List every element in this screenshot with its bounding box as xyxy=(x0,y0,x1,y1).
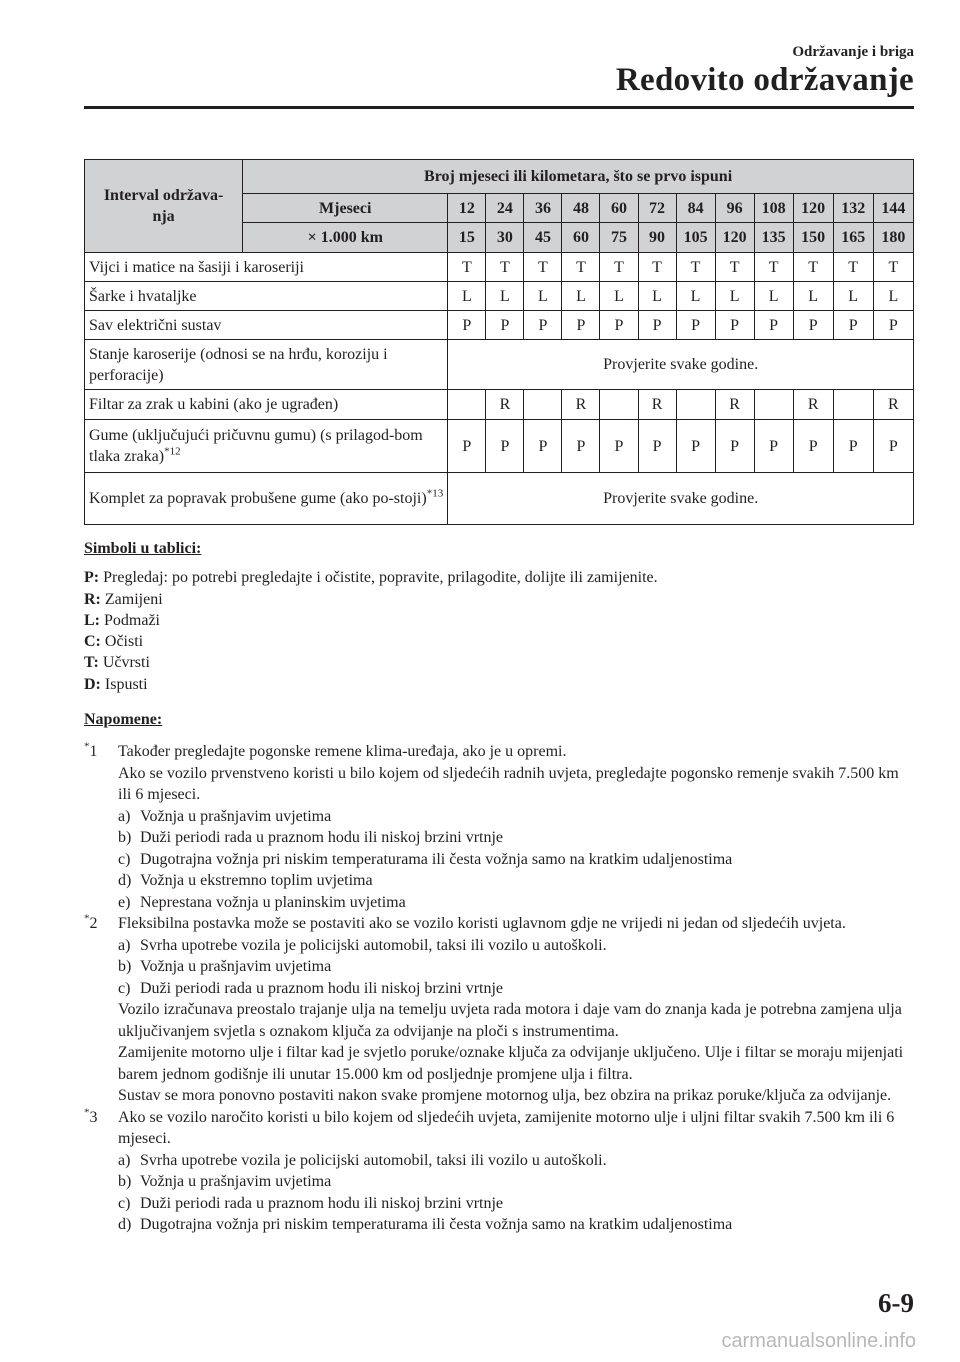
table-cell: R xyxy=(793,390,833,420)
legend-text: Ispusti xyxy=(104,675,148,693)
table-cell: L xyxy=(873,282,913,311)
footnote-number xyxy=(84,741,98,763)
table-cell: R xyxy=(562,390,600,420)
table-cell: T xyxy=(448,253,486,282)
item-letter: b) xyxy=(118,829,132,846)
month-cell: 72 xyxy=(638,194,676,223)
footnote-mark: * xyxy=(84,1106,90,1119)
footnote-digit: 2 xyxy=(89,915,98,932)
item-text: Vožnja u prašnjavim uvjetima xyxy=(140,1173,332,1190)
maintenance-schedule-table xyxy=(84,159,914,525)
page-number: 6-9 xyxy=(878,1288,914,1318)
legend-key: T: xyxy=(84,654,99,672)
km-cell: 120 xyxy=(715,223,754,253)
km-cell: 135 xyxy=(754,223,793,253)
legend-key: D: xyxy=(84,675,101,693)
table-cell: P xyxy=(833,311,873,340)
table-row xyxy=(85,282,914,311)
item-letter: a) xyxy=(118,1151,131,1169)
note-paragraph: Također pregledajte pogonske remene klima-uređaja, ako je u opremi. xyxy=(118,743,567,760)
table-cell: T xyxy=(793,253,833,282)
item-letter: e) xyxy=(118,893,131,911)
item-letter: b) xyxy=(118,1173,132,1190)
table-cell: P xyxy=(486,311,524,340)
table-cell: L xyxy=(486,282,524,311)
month-cell: 96 xyxy=(715,194,754,223)
table-cell: T xyxy=(676,253,715,282)
table-cell: L xyxy=(600,282,638,311)
table-cell: T xyxy=(562,253,600,282)
table-cell xyxy=(676,390,715,420)
table-cell: T xyxy=(754,253,793,282)
table-cell: P xyxy=(833,420,873,473)
item-letter: c) xyxy=(118,1194,131,1212)
km-cell: 60 xyxy=(562,223,600,253)
notes-title: Napomene: xyxy=(84,711,163,728)
table-cell: T xyxy=(833,253,873,282)
table-row xyxy=(85,340,914,390)
row-label: Vijci i matice na šasiji i karoseriji xyxy=(85,253,448,282)
footnote-ref: *12 xyxy=(164,445,181,458)
km-cell: 150 xyxy=(793,223,833,253)
header-rule xyxy=(84,106,914,109)
table-cell: P xyxy=(793,311,833,340)
item-text: Duži periodi rada u praznom hodu ili niskoj brzini vrtnje xyxy=(140,979,504,997)
table-cell: P xyxy=(448,420,486,473)
item-text: Vožnja u prašnjavim uvjetima xyxy=(140,807,332,825)
table-cell: T xyxy=(486,253,524,282)
note-paragraph: Ako se vozilo naročito koristi u bilo kojem od sljedećih uvjeta, zamijenite motorno ulje i uljni filtar svakih 7.500 km ili 6 mjeseci. xyxy=(118,1108,895,1147)
note-list-item xyxy=(118,1150,914,1172)
table-cell: T xyxy=(638,253,676,282)
table-cell: P xyxy=(524,311,562,340)
table-note-cell: Provjerite svake godine. xyxy=(448,340,914,390)
footnote-3 xyxy=(84,1107,914,1236)
km-cell: 180 xyxy=(873,223,913,253)
section-header: Održavanje i briga xyxy=(792,44,914,60)
table-cell: P xyxy=(600,311,638,340)
table-cell: P xyxy=(793,420,833,473)
item-letter: a) xyxy=(118,936,131,954)
legend-item xyxy=(84,567,658,588)
item-text: Dugotrajna vožnja pri niskim temperaturama ili česta vožnja samo na kratkim udaljenostima xyxy=(140,850,733,868)
item-letter: c) xyxy=(118,850,131,868)
footnote-mark: * xyxy=(84,912,90,925)
table-cell: P xyxy=(600,420,638,473)
km-cell: 30 xyxy=(486,223,524,253)
legend-text: Učvrsti xyxy=(102,654,150,672)
table-cell: P xyxy=(676,420,715,473)
legend-item xyxy=(84,631,658,652)
item-text: Dugotrajna vožnja pri niskim temperaturama ili česta vožnja samo na kratkim udaljenostima xyxy=(140,1216,733,1233)
legend-item xyxy=(84,589,658,610)
table-note-cell: Provjerite svake godine. xyxy=(448,473,914,525)
month-cell: 12 xyxy=(448,194,486,223)
footnote-ref: *13 xyxy=(426,487,444,500)
table-cell: P xyxy=(754,311,793,340)
row-label: Filtar za zrak u kabini (ako je ugrađen) xyxy=(85,390,448,420)
month-cell: 84 xyxy=(676,194,715,223)
note-list-item xyxy=(118,870,914,892)
legend-text: Podmaži xyxy=(104,611,160,629)
symbols-legend xyxy=(84,538,658,695)
footnote-number xyxy=(84,913,98,935)
row-label: Šarke i hvataljke xyxy=(85,282,448,311)
note-list-item xyxy=(118,892,914,914)
month-cell: 108 xyxy=(754,194,793,223)
table-row xyxy=(85,390,914,420)
note-list-item xyxy=(118,827,914,849)
footnote-mark: * xyxy=(84,740,90,753)
km-cell: 15 xyxy=(448,223,486,253)
item-letter: b) xyxy=(118,958,132,975)
item-letter: d) xyxy=(118,872,132,889)
month-cell: 48 xyxy=(562,194,600,223)
interval-header xyxy=(85,160,243,253)
footnote-2 xyxy=(84,913,914,1107)
months-label: Mjeseci xyxy=(243,194,448,223)
note-list-item xyxy=(118,978,914,1000)
table-cell: P xyxy=(754,420,793,473)
table-cell: T xyxy=(524,253,562,282)
km-cell: 45 xyxy=(524,223,562,253)
legend-title: Simboli u tablici: xyxy=(84,540,202,557)
table-row xyxy=(85,420,914,473)
km-cell: 105 xyxy=(676,223,715,253)
item-letter: d) xyxy=(118,1216,132,1233)
table-cell xyxy=(754,390,793,420)
month-cell: 144 xyxy=(873,194,913,223)
item-text: Vožnja u prašnjavim uvjetima xyxy=(140,958,332,975)
table-cell: P xyxy=(715,311,754,340)
table-cell: P xyxy=(715,420,754,473)
table-cell: T xyxy=(715,253,754,282)
table-cell: R xyxy=(486,390,524,420)
table-cell: R xyxy=(715,390,754,420)
month-cell: 36 xyxy=(524,194,562,223)
km-label: × 1.000 km xyxy=(243,223,448,253)
table-cell xyxy=(524,390,562,420)
note-list-item xyxy=(118,849,914,871)
table-cell: L xyxy=(638,282,676,311)
table-cell: T xyxy=(873,253,913,282)
legend-text: Očisti xyxy=(104,633,144,651)
table-cell: P xyxy=(638,420,676,473)
item-text: Svrha upotrebe vozila je policijski automobil, taksi ili vozilo u autoškoli. xyxy=(140,936,607,954)
note-paragraph: Fleksibilna postavka može se postaviti ako se vozilo koristi uglavnom gdje ne vrijedi ni jedan od sljedećih uvjeta. xyxy=(118,915,846,932)
row-label xyxy=(85,420,448,473)
item-text: Duži periodi rada u praznom hodu ili niskoj brzini vrtnje xyxy=(140,1194,504,1212)
note-paragraph: Ako se vozilo prvenstveno koristi u bilo kojem od sljedećih radnih uvjeta, pregledajte pogonsko remenje svakih 7.500 km ili 6 mjeseci. xyxy=(118,764,899,803)
month-cell: 60 xyxy=(600,194,638,223)
table-row xyxy=(85,473,914,525)
table-cell: L xyxy=(754,282,793,311)
note-paragraph: Vozilo izračunava preostalo trajanje ulja na temelju uvjeta rada motora i daje vam do znanja kada je potrebna zamjena ulja uključivanjem svjetla s oznakom ključa za odvijanje na ploči s instrumentima. xyxy=(118,1001,902,1040)
table-cell: P xyxy=(448,311,486,340)
table-cell: P xyxy=(562,420,600,473)
note-list-item xyxy=(118,1171,914,1193)
note-list-item xyxy=(118,956,914,978)
note-paragraph: Zamijenite motorno ulje i filtar kad je svjetlo poruke/oznake ključa za odvijanje uključeno. Ulje i filtar se moraju mijenjati barem jednom godišnje ili unutar 15.000 km od posljednje promjene ulja i filtra. xyxy=(118,1044,904,1083)
table-cell: P xyxy=(486,420,524,473)
table-cell: P xyxy=(873,311,913,340)
row-label-text: Gume (uključujući pričuvnu gumu) (s prilagod-bom tlaka zraka) xyxy=(89,427,423,465)
note-paragraph: Sustav se mora ponovno postaviti nakon svake promjene motornog ulja, bez obzira na prikaz poruke/ključa za odvijanje. xyxy=(118,1087,892,1104)
item-text: Duži periodi rada u praznom hodu ili niskoj brzini vrtnje xyxy=(140,829,504,846)
item-text: Svrha upotrebe vozila je policijski automobil, taksi ili vozilo u autoškoli. xyxy=(140,1151,607,1169)
legend-key: R: xyxy=(84,590,101,608)
table-cell: P xyxy=(676,311,715,340)
footnote-digit: 1 xyxy=(89,743,98,760)
table-cell: L xyxy=(715,282,754,311)
note-list-item xyxy=(118,935,914,957)
table-cell: T xyxy=(600,253,638,282)
table-cell: R xyxy=(638,390,676,420)
table-cell: L xyxy=(676,282,715,311)
km-cell: 165 xyxy=(833,223,873,253)
table-cell: L xyxy=(833,282,873,311)
table-cell: L xyxy=(793,282,833,311)
month-cell: 132 xyxy=(833,194,873,223)
period-header: Broj mjeseci ili kilometara, što se prvo ispuni xyxy=(243,160,914,194)
table-cell: P xyxy=(638,311,676,340)
table-cell xyxy=(833,390,873,420)
table-cell: L xyxy=(448,282,486,311)
legend-item xyxy=(84,652,658,673)
row-label xyxy=(85,473,448,525)
note-list-item xyxy=(118,1214,914,1236)
row-label: Sav električni sustav xyxy=(85,311,448,340)
item-text: Vožnja u ekstremno toplim uvjetima xyxy=(140,872,373,889)
legend-item xyxy=(84,610,658,631)
watermark: carmanualsonline.info xyxy=(721,1330,916,1352)
legend-key: L: xyxy=(84,611,100,629)
month-cell: 120 xyxy=(793,194,833,223)
legend-key: C: xyxy=(84,633,101,651)
table-cell xyxy=(448,390,486,420)
km-cell: 75 xyxy=(600,223,638,253)
item-text: Neprestana vožnja u planinskim uvjetima xyxy=(140,893,406,911)
interval-header-label: Interval održava- nja xyxy=(103,187,224,225)
legend-key: P: xyxy=(84,569,100,587)
footnote-digit: 3 xyxy=(89,1108,98,1126)
note-list-item xyxy=(118,806,914,828)
legend-text: Zamijeni xyxy=(104,590,163,608)
table-cell: P xyxy=(562,311,600,340)
item-letter: a) xyxy=(118,807,131,825)
notes-list xyxy=(84,741,914,1236)
footnote-number xyxy=(84,1107,98,1129)
table-cell: P xyxy=(873,420,913,473)
table-cell: L xyxy=(562,282,600,311)
table-cell xyxy=(600,390,638,420)
row-label: Stanje karoserije (odnosi se na hrđu, koroziju i perforacije) xyxy=(85,340,448,390)
legend-item xyxy=(84,674,658,695)
month-cell: 24 xyxy=(486,194,524,223)
legend-text: Pregledaj: po potrebi pregledajte i očistite, popravite, prilagodite, dolijte ili zamijenite. xyxy=(103,569,658,587)
km-cell: 90 xyxy=(638,223,676,253)
table-cell: P xyxy=(524,420,562,473)
footnote-1 xyxy=(84,741,914,913)
row-label-text: Komplet za popravak probušene gume (ako po-stoji) xyxy=(89,490,427,507)
note-list-item xyxy=(118,1193,914,1215)
item-letter: c) xyxy=(118,979,131,997)
table-cell: R xyxy=(873,390,913,420)
table-row xyxy=(85,253,914,282)
table-cell: L xyxy=(524,282,562,311)
table-row xyxy=(85,311,914,340)
page-title: Redovito održavanje xyxy=(615,62,914,98)
